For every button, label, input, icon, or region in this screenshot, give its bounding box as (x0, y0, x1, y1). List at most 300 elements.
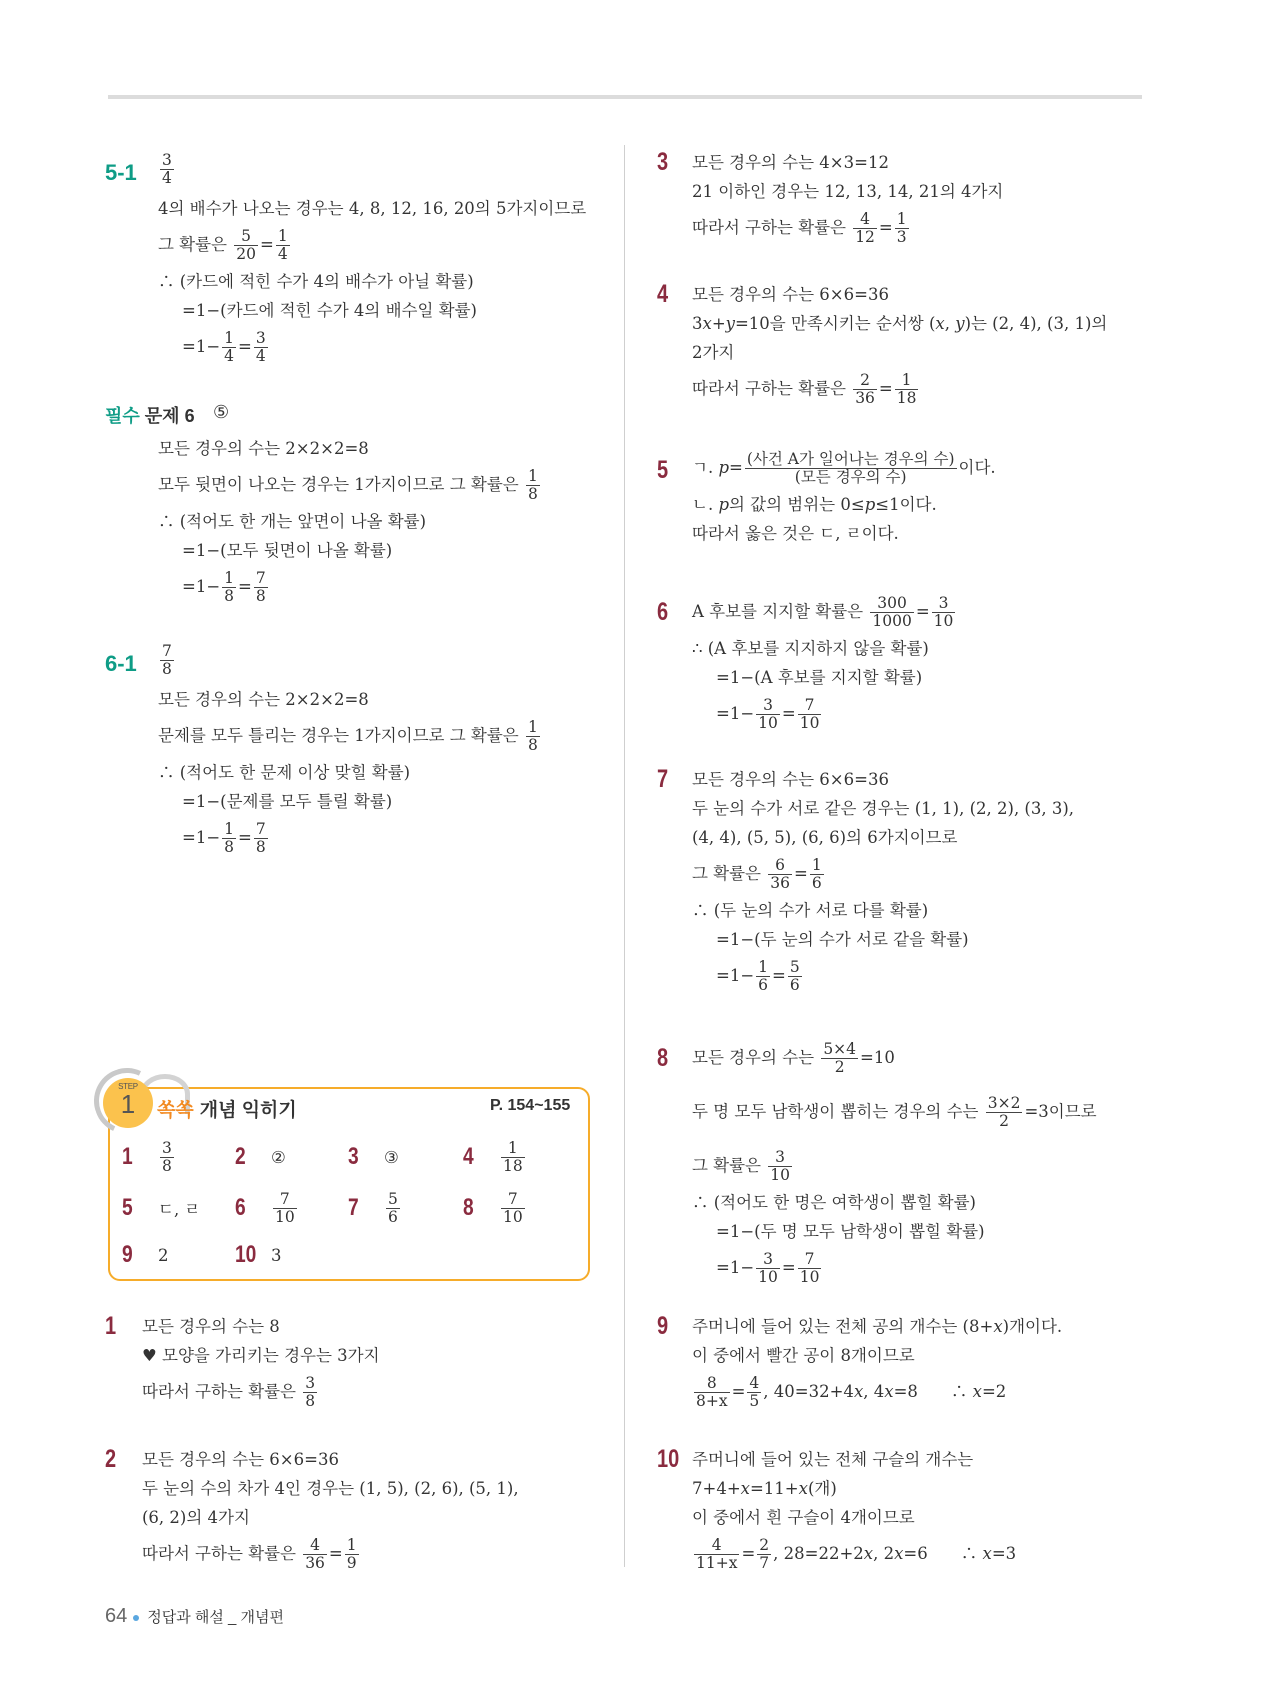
numerator: 7 (501, 1191, 525, 1209)
solution-line (142, 1312, 380, 1341)
solution-number: 4 (657, 280, 669, 308)
text-segment: + (711, 314, 726, 333)
text-segment: 2가지 (692, 343, 735, 362)
numerator: 1 (528, 467, 538, 485)
solution-5 (657, 446, 996, 548)
math-variable: x (853, 1382, 864, 1401)
math-variable: y (725, 314, 735, 333)
numerator: 1 (896, 210, 907, 228)
solution-line (692, 1341, 1062, 1370)
fraction (853, 372, 877, 407)
answer-number: 10 (235, 1241, 257, 1268)
denominator: 6 (811, 874, 822, 892)
text-segment: = (781, 704, 796, 723)
denominator: 8 (255, 587, 266, 605)
text-segment: 4의 배수가 나오는 경우는 4, 8, 12, 16, 20의 5가지이므로 (158, 199, 587, 218)
text-segment: 모든 경우의 수는 6×6=36 (142, 1450, 339, 1469)
solution-line (692, 954, 1074, 998)
text-segment: ∴ (적어도 한 문제 이상 맞힐 확률) (158, 763, 411, 782)
text-segment: (6, 2)의 4가지 (142, 1508, 250, 1527)
text-segment: ∴ (A 후보를 지지하지 않을 확률) (692, 639, 929, 658)
math-variable: x (740, 1479, 750, 1498)
fraction (932, 595, 956, 630)
text-segment: = (238, 828, 252, 847)
solution-number: 7 (657, 765, 669, 793)
answer-item (235, 1232, 282, 1278)
fraction (747, 1375, 761, 1410)
denominator: 1000 (872, 612, 912, 630)
text-segment: =1−(문제를 모두 틀릴 확률) (182, 792, 393, 811)
text-segment: =1−(두 명 모두 남학생이 뽑힐 확률) (716, 1222, 985, 1241)
fraction (870, 595, 913, 630)
fraction (386, 1191, 400, 1226)
text-segment: 그 확률은 (158, 235, 233, 254)
text-segment: 3 (692, 314, 703, 333)
problem-label: 5-1 (105, 160, 137, 185)
math-variable: x (702, 314, 712, 333)
solution-line (142, 1474, 519, 1503)
text-segment: =10 (860, 1048, 895, 1067)
answer-number: 3 (348, 1143, 359, 1170)
fraction (222, 821, 236, 856)
answer-item (122, 1134, 176, 1180)
denominator: 8 (162, 660, 172, 678)
problem-label: 6-1 (105, 651, 137, 676)
math-variable: x (884, 1382, 894, 1401)
text-segment: 그 확률은 (692, 864, 767, 883)
denominator: 8 (305, 1392, 316, 1410)
numerator: 1 (758, 958, 769, 976)
answer-fraction (160, 152, 174, 187)
denominator: (모든 경우의 수) (794, 468, 907, 486)
denominator: 4 (277, 245, 288, 263)
text-segment: =1− (182, 828, 221, 847)
solution-lines (692, 1312, 1062, 1414)
numerator: 7 (798, 1251, 822, 1269)
label-rest: 문제 6 (144, 406, 195, 426)
fraction (768, 1149, 792, 1184)
math-variable: x (972, 1382, 982, 1401)
solution-line (692, 1144, 1097, 1188)
text-segment: ② (271, 1147, 286, 1167)
numerator: 3 (162, 1138, 172, 1157)
denominator: 18 (503, 1156, 523, 1175)
fraction (986, 1095, 1023, 1130)
text-segment: =10을 만족시키는 순서쌍 ( (734, 314, 936, 333)
page-number: 64 (105, 1605, 128, 1627)
denominator: 10 (275, 1207, 295, 1226)
solution-lines (142, 1312, 380, 1414)
solution-6 (657, 590, 957, 736)
label-accent: 필수 (105, 406, 140, 426)
text-segment: (개) (807, 1479, 837, 1498)
numerator: 3 (932, 595, 956, 613)
solution-line (692, 852, 1074, 896)
text-segment: = (793, 864, 808, 883)
text-segment: 모든 경우의 수는 6×6=36 (692, 770, 889, 789)
fraction (222, 570, 236, 605)
fraction (254, 821, 268, 856)
solution-2 (105, 1445, 519, 1576)
solution-line (692, 1312, 1062, 1341)
numerator: 5 (388, 1189, 398, 1208)
text-segment: = (878, 218, 893, 237)
fraction (234, 228, 258, 263)
text-segment: 주머니에 들어 있는 전체 구슬의 개수는 (692, 1450, 974, 1469)
solution-line (692, 1445, 1016, 1474)
denominator: 3 (896, 228, 907, 246)
fraction (303, 1537, 327, 1572)
fraction (526, 468, 540, 503)
text-segment: = (731, 1382, 746, 1401)
denominator: 10 (933, 612, 954, 630)
denominator: 6 (758, 976, 769, 994)
math-variable: p (718, 458, 729, 477)
numerator: 2 (853, 372, 877, 390)
text-segment: )는 (2, 4), (3, 1)의 (964, 314, 1108, 333)
numerator: 1 (224, 569, 235, 587)
solution-line (158, 296, 605, 325)
denominator: 10 (799, 1268, 820, 1286)
text-segment: 주머니에 들어 있는 전체 공의 개수는 (8+ (692, 1317, 994, 1336)
solution-line (692, 1532, 1016, 1576)
solution-line (692, 663, 957, 692)
fraction (273, 1191, 297, 1226)
solution-line (692, 765, 1074, 794)
numerator: 4 (303, 1537, 327, 1555)
text-segment: 따라서 구하는 확률은 (142, 1382, 302, 1401)
solution-line (692, 1474, 1016, 1503)
solution-line (158, 325, 605, 369)
solution-line (158, 816, 605, 860)
text-segment: )개이다. (1002, 1317, 1063, 1336)
text-segment: 모든 경우의 수는 2×2×2=8 (158, 690, 369, 709)
answer-fraction (160, 643, 174, 678)
answer-item (348, 1134, 399, 1180)
column-divider (624, 145, 625, 1567)
solution-line (692, 1370, 1062, 1414)
text-segment: 3 (271, 1245, 282, 1265)
text-segment: =3 (991, 1544, 1017, 1563)
text-segment: ♥ 모양을 가리키는 경우는 3가지 (142, 1346, 380, 1365)
step-badge (103, 1078, 153, 1128)
text-segment: =1− (182, 337, 221, 356)
text-segment: =1−(카드에 적힌 수가 4의 배수일 확률) (182, 301, 477, 320)
denominator: 9 (346, 1554, 357, 1572)
solution-line (692, 1246, 1097, 1290)
text-segment: , 2 (873, 1544, 895, 1563)
denominator: 8 (528, 485, 538, 503)
fraction (745, 451, 957, 486)
denominator: 2 (834, 1058, 845, 1076)
fraction (160, 1140, 174, 1175)
numerator: 5 (789, 958, 800, 976)
fraction (757, 1537, 771, 1572)
text-segment: ∴ (적어도 한 개는 앞면이 나올 확률) (158, 512, 427, 531)
fraction (821, 1041, 858, 1076)
fraction (895, 372, 919, 407)
numerator: 3 (756, 697, 780, 715)
solution-line (692, 177, 1003, 206)
fraction (222, 330, 236, 365)
solution-line (692, 206, 1003, 250)
denominator: 6 (789, 976, 800, 994)
solution-number: 9 (657, 1312, 669, 1340)
denominator: 11+x (696, 1554, 738, 1572)
text-segment: ㄷ, ㄹ (158, 1200, 201, 1219)
numerator: 5×4 (823, 1040, 857, 1058)
fraction (303, 1375, 317, 1410)
fraction (694, 1375, 730, 1410)
text-segment: , 28=22+2 (773, 1544, 864, 1563)
text-segment: ③ (384, 1147, 399, 1167)
solution-line (142, 1445, 519, 1474)
fraction (345, 1537, 359, 1572)
fraction (694, 1537, 739, 1572)
numerator: 3×2 (987, 1094, 1021, 1112)
fraction (501, 1191, 525, 1226)
text-segment: 모든 경우의 수는 6×6=36 (692, 285, 889, 304)
denominator: 8 (224, 587, 235, 605)
solution-lines (158, 685, 605, 860)
solution-line (692, 692, 957, 736)
denominator: 5 (749, 1392, 760, 1410)
answer-item (348, 1185, 402, 1231)
text-segment: A 후보를 지지할 확률은 (692, 602, 869, 621)
denominator: 4 (255, 347, 266, 365)
math-variable: p (864, 495, 876, 514)
text-segment: 이다. (958, 458, 996, 477)
numerator: 3 (162, 151, 172, 169)
numerator: 2 (759, 1536, 770, 1554)
fraction (798, 697, 822, 732)
answer-item (235, 1185, 299, 1231)
numerator: 3 (305, 1374, 316, 1392)
solution-7 (657, 765, 1074, 998)
text-segment: 두 명 모두 남학생이 뽑히는 경우의 수는 (692, 1102, 984, 1121)
solution-line (158, 758, 605, 787)
denominator: 7 (759, 1554, 770, 1572)
denominator: 4 (224, 347, 235, 365)
solution-1 (105, 1312, 380, 1414)
solution-line (692, 148, 1003, 177)
math-variable: x (798, 1479, 808, 1498)
solution-line (158, 463, 605, 507)
denominator: 18 (896, 389, 917, 407)
badge-number: 1 (120, 1089, 136, 1119)
answer-number: 1 (122, 1143, 133, 1170)
solution-number: 2 (105, 1445, 117, 1473)
fraction (756, 959, 770, 994)
text-segment: 따라서 구하는 확률은 (692, 379, 852, 398)
solution-lines (692, 765, 1074, 998)
answer-number: 6 (235, 1194, 246, 1221)
solution-number: 5 (657, 456, 669, 484)
solution-lines (692, 280, 1107, 411)
text-segment: 이 중에서 빨간 공이 8개이므로 (692, 1346, 915, 1365)
solution-line (692, 634, 957, 663)
text-segment: ∴ (두 눈의 수가 서로 다를 확률) (692, 901, 929, 920)
page-range: P. 154~155 (490, 1097, 571, 1114)
solution-line (692, 823, 1074, 852)
text-segment: ∴ (적어도 한 명은 여학생이 뽑힐 확률) (692, 1193, 976, 1212)
solution-line (692, 280, 1107, 309)
numerator: (사건 A가 일어나는 경우의 수) (746, 450, 955, 468)
solution-line (158, 434, 605, 463)
answer-number: 4 (463, 1143, 474, 1170)
denominator: 36 (305, 1554, 325, 1572)
solution-lines (692, 148, 1003, 250)
denominator: 4 (162, 169, 172, 187)
text-segment: 모든 경우의 수는 4×3=12 (692, 153, 889, 172)
solution-number: 10 (657, 1445, 680, 1473)
solution-line (142, 1503, 519, 1532)
math-variable: x (982, 1544, 992, 1563)
fraction (768, 857, 792, 892)
text-segment: =3이므로 (1024, 1102, 1097, 1121)
answer-number: 5 (122, 1194, 133, 1221)
text-segment: =8 ∴ (893, 1382, 973, 1401)
text-segment: 따라서 구하는 확률은 (692, 218, 852, 237)
answer-item (463, 1185, 527, 1231)
text-segment: ≤1이다. (875, 495, 937, 514)
solution-number: 1 (105, 1312, 117, 1340)
answer-number: 9 (122, 1241, 133, 1268)
text-segment: 7+4+ (692, 1479, 741, 1498)
text-segment: 이 중에서 흰 구슬이 4개이므로 (692, 1508, 915, 1527)
numerator: 300 (870, 595, 913, 613)
fraction (254, 330, 268, 365)
numerator: 1 (811, 856, 822, 874)
footer-title: 정답과 해설 _ 개념편 (147, 1609, 285, 1626)
solution-line (142, 1532, 519, 1576)
text-segment: =1− (182, 577, 221, 596)
denominator: 8 (162, 1156, 172, 1175)
text-segment: =1− (716, 704, 755, 723)
denominator: 20 (236, 245, 256, 263)
text-segment: (4, 4), (5, 5), (6, 6)의 6가지이므로 (692, 828, 958, 847)
denominator: 12 (855, 228, 875, 246)
solution-line (158, 507, 605, 536)
answer-item (122, 1185, 200, 1231)
solution-lines (692, 1036, 1097, 1290)
numerator: 6 (768, 857, 792, 875)
solution-line (692, 309, 1107, 338)
text-segment: 모두 뒷면이 나오는 경우는 1가지이므로 그 확률은 (158, 475, 524, 494)
numerator: 3 (756, 1251, 780, 1269)
numerator: 8 (694, 1375, 730, 1393)
text-segment: = (328, 1544, 343, 1563)
fraction (756, 1251, 780, 1286)
text-segment: = (772, 966, 786, 985)
step-title (157, 1095, 297, 1122)
solution-lines (158, 434, 605, 609)
solution-lines (692, 1445, 1016, 1576)
numerator: 1 (528, 718, 538, 736)
fraction (798, 1251, 822, 1286)
solution-line (692, 1217, 1097, 1246)
text-segment: , (944, 314, 956, 333)
numerator: 7 (273, 1191, 297, 1209)
answer-item (235, 1134, 286, 1180)
denominator: 8+x (696, 1392, 728, 1410)
denominator: 36 (855, 389, 875, 407)
solution-line (692, 1503, 1016, 1532)
text-segment: 모든 경우의 수는 (692, 1048, 820, 1067)
solution-number: 8 (657, 1044, 669, 1072)
text-segment: = (741, 1544, 756, 1563)
fraction (788, 959, 802, 994)
solution-line (158, 536, 605, 565)
fraction (895, 211, 909, 246)
fraction (810, 857, 824, 892)
answer-number: 8 (463, 1194, 474, 1221)
denominator: 10 (770, 1166, 790, 1184)
bullet-dot-icon (133, 1615, 139, 1621)
text-segment: 2 (158, 1245, 169, 1265)
numerator: 7 (162, 642, 172, 660)
numerator: 4 (749, 1374, 760, 1392)
text-segment: = (729, 458, 743, 477)
solution-8 (657, 1036, 1097, 1290)
text-segment: 따라서 구하는 확률은 (142, 1544, 302, 1563)
text-segment: 의 값의 범위는 0≤ (729, 495, 865, 514)
solution-line (692, 896, 1074, 925)
text-segment: ∴ (카드에 적힌 수가 4의 배수가 아닐 확률) (158, 272, 474, 291)
title-accent: 쏙쏙 (157, 1100, 194, 1121)
text-segment: 그 확률은 (692, 1156, 767, 1175)
math-variable: y (955, 314, 965, 333)
problem-6-1 (105, 643, 605, 860)
text-segment: = (238, 337, 252, 356)
numerator: 1 (895, 372, 919, 390)
denominator: 36 (770, 874, 790, 892)
fraction (853, 211, 877, 246)
solution-line (158, 714, 605, 758)
solution-line (158, 565, 605, 609)
text-segment: 문제를 모두 틀리는 경우는 1가지이므로 그 확률은 (158, 726, 524, 745)
text-segment: 모든 경우의 수는 2×2×2=8 (158, 439, 369, 458)
numerator: 7 (255, 569, 266, 587)
text-segment: =11+ (749, 1479, 799, 1498)
text-segment: , 40=32+4 (763, 1382, 854, 1401)
numerator: 4 (853, 211, 877, 229)
denominator: 2 (999, 1112, 1010, 1130)
numerator: 7 (255, 820, 266, 838)
numerator: 1 (277, 227, 288, 245)
solution-number: 6 (657, 598, 669, 626)
solution-line (692, 1188, 1097, 1217)
denominator: 8 (528, 736, 538, 754)
denominator: 10 (799, 714, 820, 732)
denominator: 10 (758, 1268, 778, 1286)
solution-line (692, 446, 996, 490)
math-variable: x (935, 314, 945, 333)
numerator: 3 (768, 1149, 792, 1167)
fraction (756, 697, 780, 732)
solution-line (158, 685, 605, 714)
solution-line (142, 1341, 380, 1370)
solution-lines (692, 590, 957, 736)
answer: ⑤ (213, 402, 230, 423)
top-rule (108, 95, 1142, 99)
solution-4 (657, 280, 1107, 411)
text-segment: 두 눈의 수가 서로 같은 경우는 (1, 1), (2, 2), (3, 3), (692, 799, 1075, 818)
text-segment: =1−(A 후보를 지지할 확률) (716, 668, 923, 687)
text-segment: 따라서 옳은 것은 ㄷ, ㄹ이다. (692, 524, 899, 543)
solution-lines (158, 194, 605, 369)
numerator: 5 (234, 228, 258, 246)
